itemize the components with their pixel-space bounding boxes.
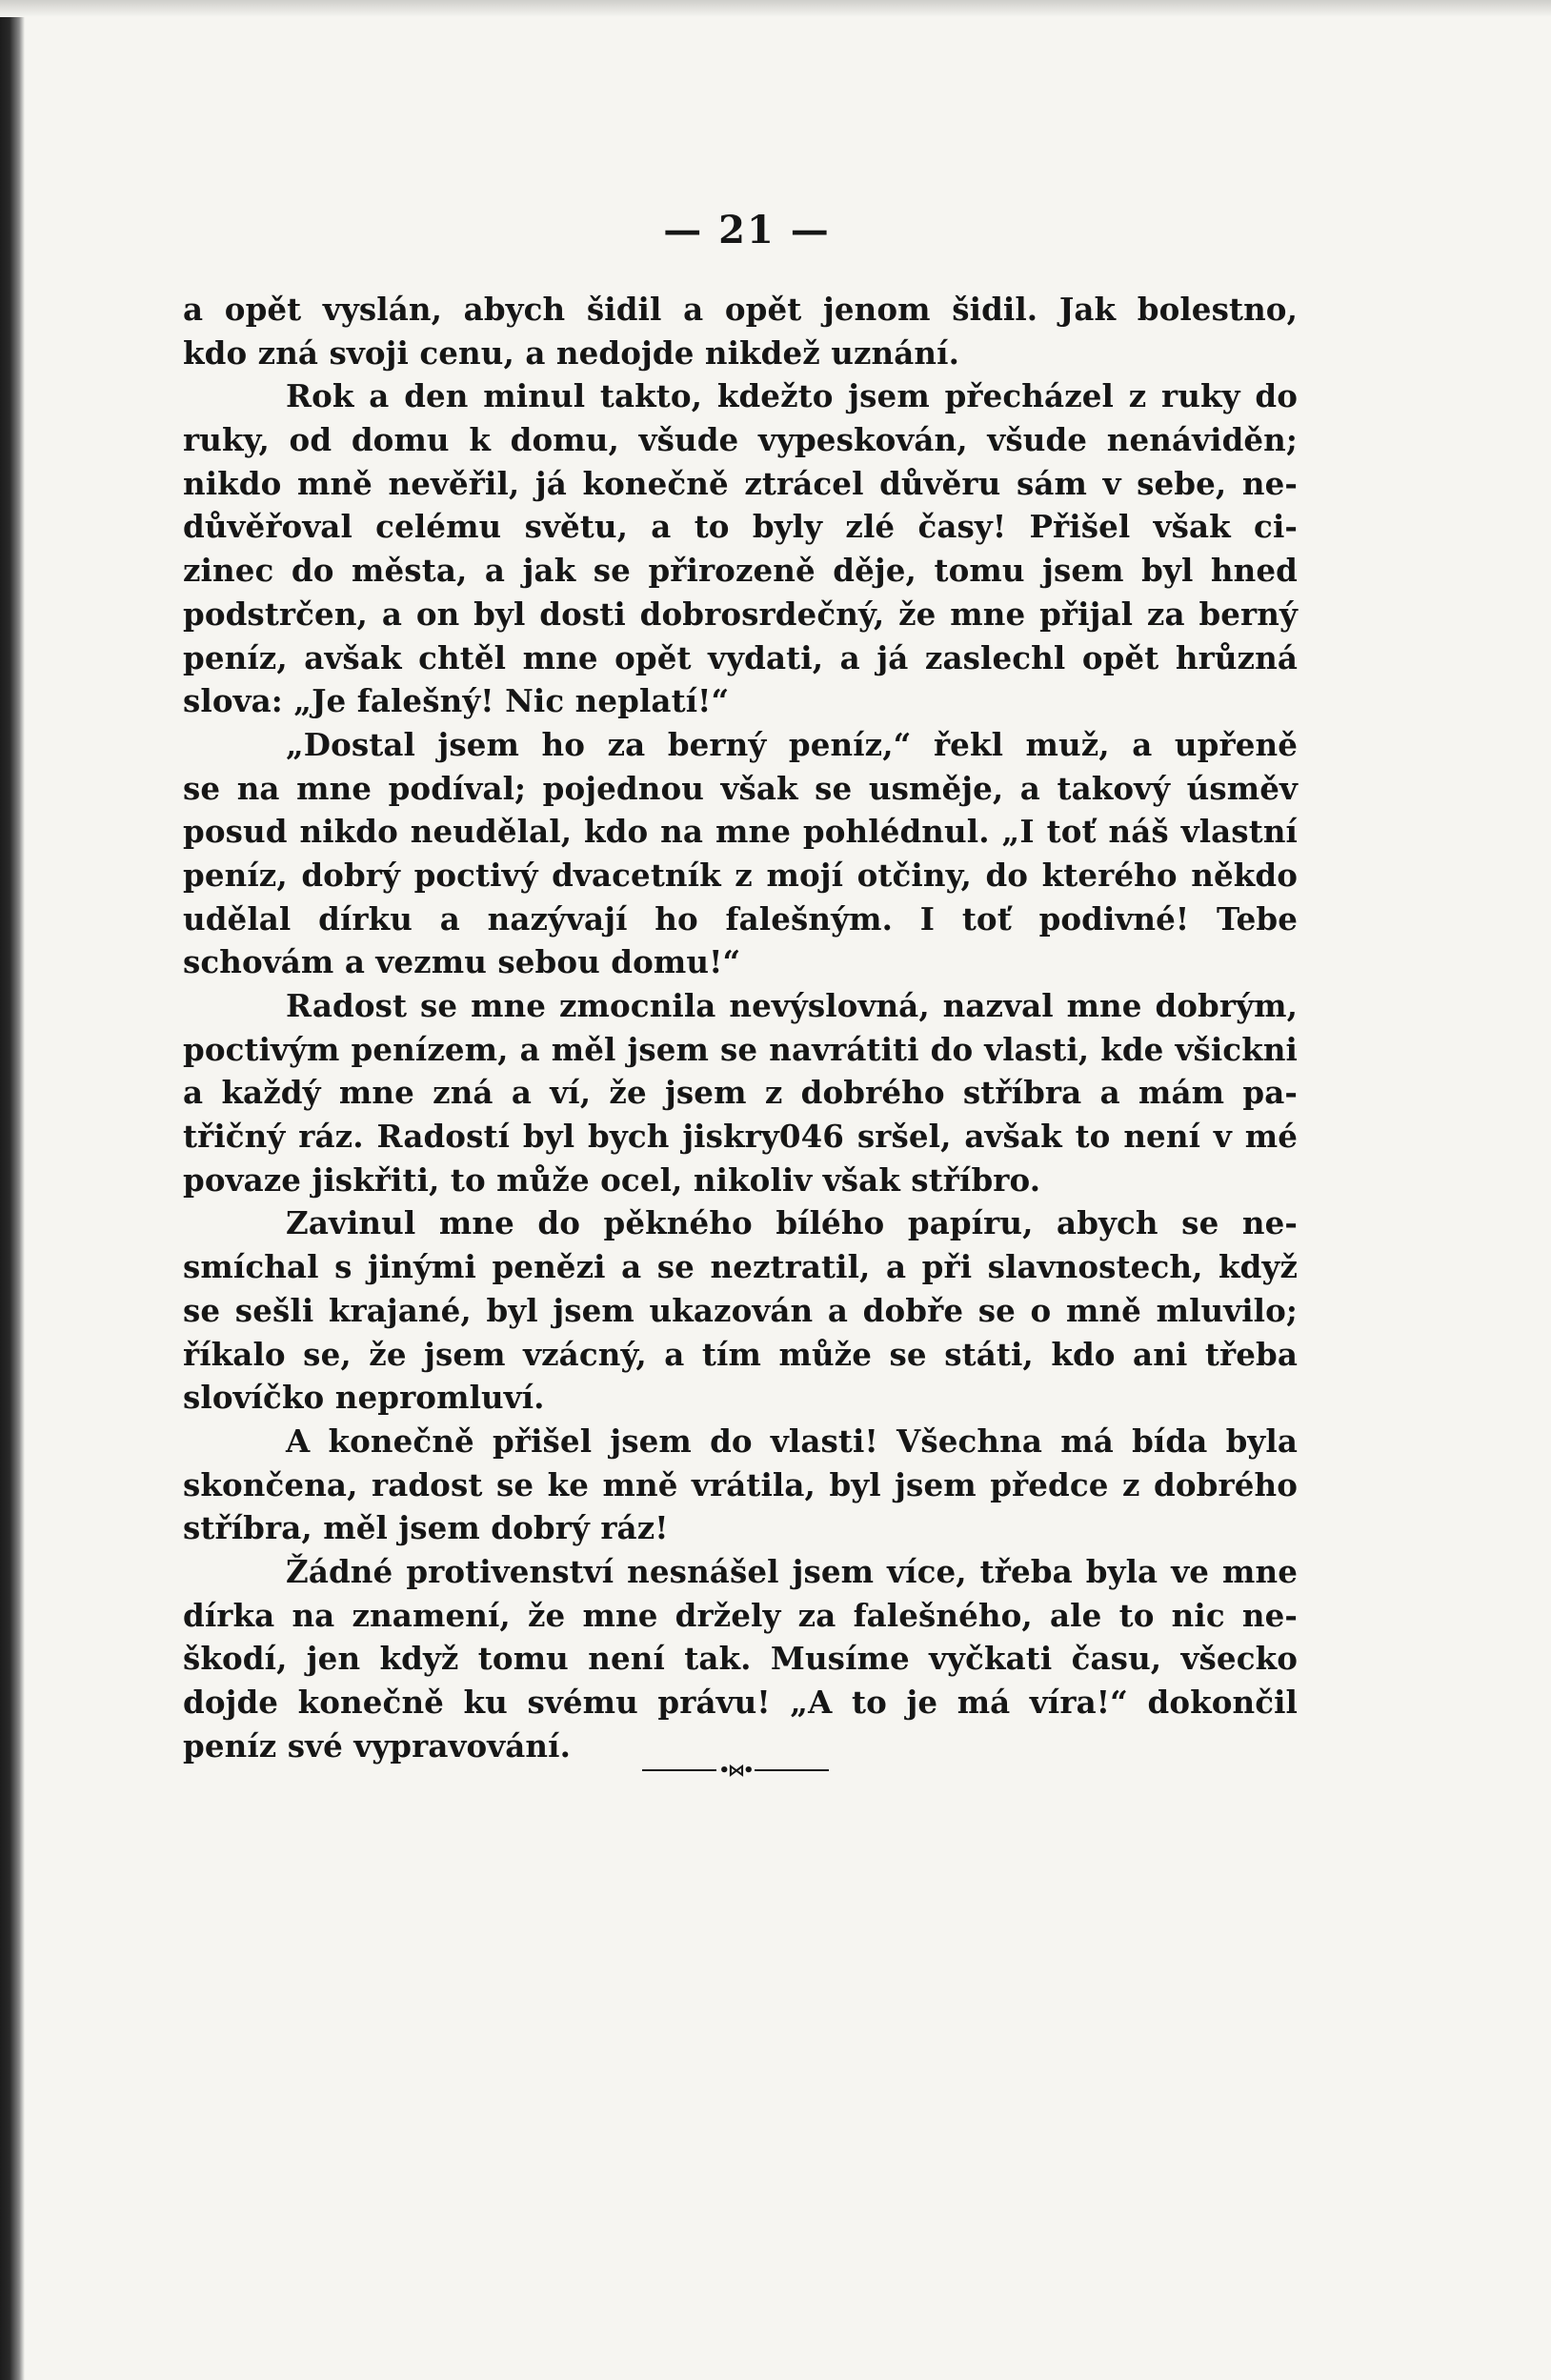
paragraph — [183, 1201, 1298, 1419]
text-line: poctivým penízem, a měl jsem se navrátiti do vlasti, kde všickni — [183, 1030, 1298, 1068]
paragraph — [183, 288, 1298, 374]
text-line: peníz své vypravování. — [183, 1726, 571, 1765]
text-line: třičný ráz. Radostí byl bych jiskry046 sršel, avšak to není v mé — [183, 1118, 1298, 1156]
text-line: říkalo se, že jsem vzácný, a tím může se státi, kdo ani třeba — [183, 1335, 1298, 1373]
text-line: důvěřoval celému světu, a to byly zlé časy! Přišel však ci- — [183, 508, 1298, 546]
text-line: ruky, od domu k domu, všude vypeskován, všude nenáviděn; — [183, 421, 1298, 459]
text-line: nikdo mně nevěřil, já konečně ztrácel důvěru sám v sebe, ne- — [183, 464, 1298, 502]
text-line: Rok a den minul takto, kdežto jsem přecházel z ruky do — [286, 377, 1298, 415]
text-line: peníz, dobrý poctivý dvacetník z mojí otčiny, do kterého někdo — [183, 856, 1298, 894]
text-line: posud nikdo neudělal, kdo na mne pohlédnul. „I toť náš vlastní — [183, 813, 1298, 851]
text-line: skončena, radost se ke mně vrátila, byl jsem předce z dobrého — [183, 1465, 1298, 1503]
text-line: povaze jiskřiti, to může ocel, nikoliv však stříbro. — [183, 1160, 1041, 1199]
closing-ornament — [636, 1761, 835, 1780]
text-line: Žádné protivenství nesnášel jsem více, třeba byla ve mne — [286, 1552, 1298, 1590]
text-line: dírka na znamení, že mne držely za falešného, ale to nic ne- — [183, 1596, 1298, 1634]
text-line: Radost se mne zmocnila nevýslovná, nazval mne dobrým, — [286, 987, 1298, 1024]
text-line: se na mne podíval; pojednou však se usměje, a takový úsměv — [183, 769, 1298, 807]
page-number: — 21 — — [663, 208, 831, 252]
body-text — [183, 288, 1298, 1767]
text-line: smíchal s jinými penězi a se neztratil, a při slavnostech, když — [183, 1248, 1298, 1286]
text-line: zinec do města, a jak se přirozeně děje, tomu jsem byl hned — [183, 552, 1298, 590]
text-line: kdo zná svoji cenu, a nedojde nikdež uznání. — [183, 333, 960, 372]
text-line: dojde konečně ku svému právu! „A to je má víra!“ dokončil — [183, 1684, 1298, 1721]
page-top-edge — [0, 0, 1551, 17]
ornament-glyph: •⋈• — [718, 1760, 753, 1781]
text-line: A konečně přišel jsem do vlasti! Všechna má bída byla — [286, 1422, 1298, 1460]
ornament-rule-left — [642, 1769, 716, 1771]
text-line: a každý mne zná a ví, že jsem z dobrého stříbra a mám pa- — [183, 1074, 1298, 1112]
text-line: slova: „Je falešný! Nic neplatí!“ — [183, 682, 730, 720]
paragraph — [183, 1550, 1298, 1767]
text-line: škodí, jen když tomu není tak. Musíme vyčkati času, všecko — [183, 1640, 1298, 1678]
text-line: peníz, avšak chtěl mne opět vydati, a já zaslechl opět hrůzná — [183, 638, 1298, 676]
text-line: a opět vyslán, abych šidil a opět jenom šidil. Jak bolestno, — [183, 291, 1298, 328]
paragraph — [183, 374, 1298, 723]
text-line: „Dostal jsem ho za berný peníz,“ řekl muž, a upřeně — [286, 725, 1298, 763]
text-line: schovám a vezmu sebou domu!“ — [183, 943, 741, 981]
text-line: podstrčen, a on byl dosti dobrosrdečný, že mne přijal za berný — [183, 595, 1298, 633]
paragraph — [183, 984, 1298, 1201]
text-line: slovíčko nepromluví. — [183, 1379, 545, 1417]
paragraph — [183, 1420, 1298, 1550]
ornament-rule-right — [755, 1769, 829, 1771]
text-line: Zavinul mne do pěkného bílého papíru, abych se ne- — [286, 1204, 1298, 1242]
paragraph — [183, 723, 1298, 984]
page-binding-edge — [0, 0, 25, 2380]
text-line: stříbra, měl jsem dobrý ráz! — [183, 1509, 669, 1547]
text-line: se sešli krajané, byl jsem ukazován a dobře se o mně mluvilo; — [183, 1291, 1298, 1329]
text-line: udělal dírku a nazývají ho falešným. I toť podivné! Tebe — [183, 899, 1298, 938]
